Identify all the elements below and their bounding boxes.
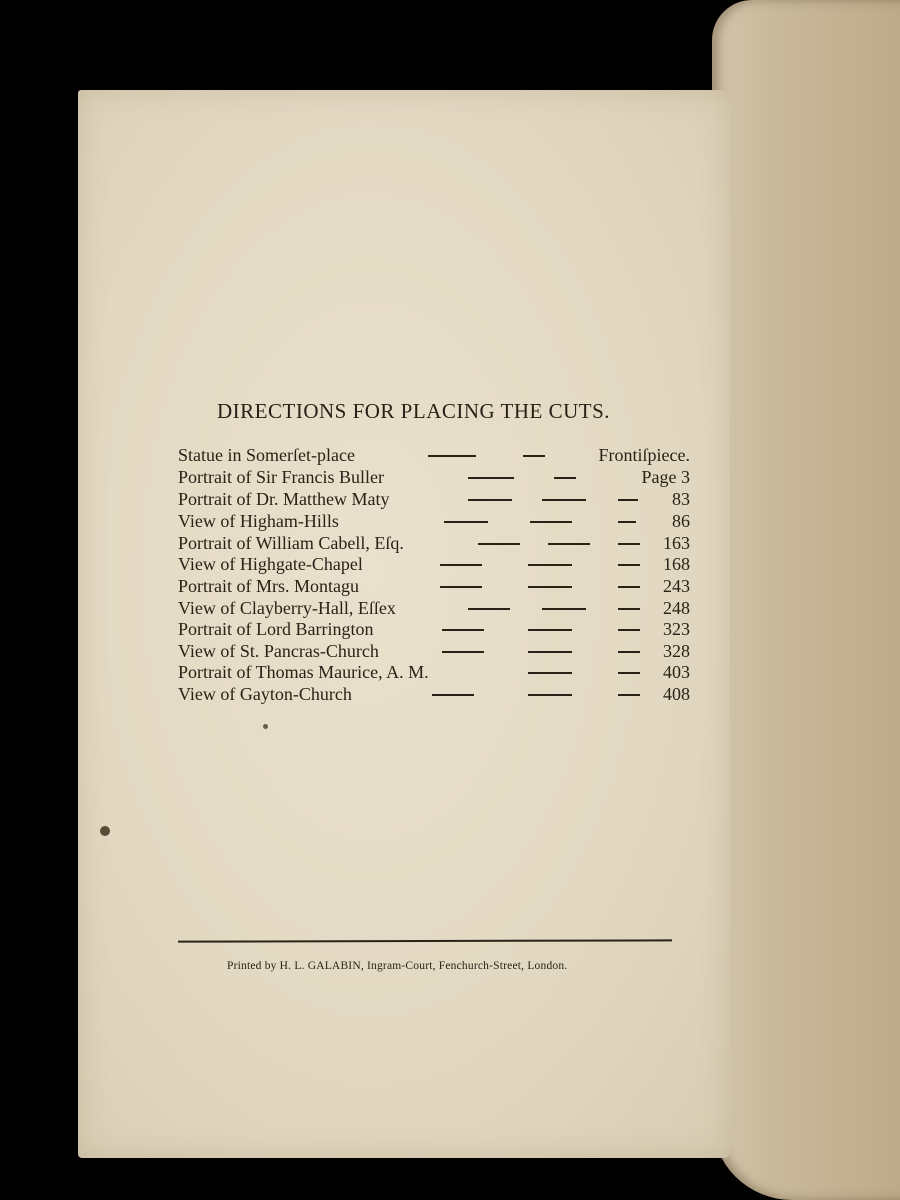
leader-dash: [530, 521, 572, 523]
leader-dash: [468, 477, 514, 479]
cut-entry: [178, 489, 690, 511]
next-page-edge: [712, 0, 900, 1200]
cut-page-number: 243: [663, 576, 690, 596]
cut-title: View of Clayberry-Hall, Eſſex: [178, 598, 396, 618]
cut-title: Portrait of Thomas Maurice, A. M.: [178, 662, 429, 682]
cut-page-number: 86: [672, 511, 690, 531]
cut-title: View of Gayton-Church: [178, 684, 352, 704]
cut-title: Portrait of Lord Barrington: [178, 619, 374, 639]
cut-entry: [178, 511, 690, 533]
leader-dash: [618, 586, 640, 588]
leader-dash: [440, 564, 482, 566]
cut-title: Portrait of Sir Francis Buller: [178, 467, 384, 487]
cut-page-number: 83: [672, 489, 690, 509]
leader-dash: [528, 629, 572, 631]
cut-entry: [178, 619, 690, 641]
cut-entry: [178, 684, 690, 706]
leader-dash: [440, 586, 482, 588]
leader-dash: [618, 608, 640, 610]
leader-dash: [444, 521, 488, 523]
cut-page-number: Frontiſpiece.: [598, 445, 690, 465]
leader-dash: [618, 564, 640, 566]
cut-entry: [178, 554, 690, 576]
cut-entry: [178, 533, 690, 555]
cut-entry: [178, 467, 690, 489]
leader-dash: [478, 543, 520, 545]
leader-dash: [468, 499, 512, 501]
leader-dash: [432, 694, 474, 696]
cut-title: Portrait of William Cabell, Eſq.: [178, 533, 404, 553]
leader-dash: [428, 455, 476, 457]
leader-dash: [542, 608, 586, 610]
leader-dash: [542, 499, 586, 501]
leader-dash: [468, 608, 510, 610]
leader-dash: [523, 455, 545, 457]
cut-page-number: 323: [663, 619, 690, 639]
leader-dash: [618, 629, 640, 631]
cut-entry: [178, 641, 690, 663]
cut-page-number: 248: [663, 598, 690, 618]
cut-page-number: 163: [663, 533, 690, 553]
printer-imprint: Printed by H. L. GALABIN, Ingram-Court, Fenchurch-Street, London.: [227, 960, 568, 972]
page-blemish: [263, 724, 268, 729]
leader-dash: [618, 694, 640, 696]
cut-entry: [178, 598, 690, 620]
cut-page-number: Page 3: [641, 467, 690, 487]
cut-entry: [178, 576, 690, 598]
cut-title: Portrait of Mrs. Montagu: [178, 576, 359, 596]
cut-title: View of Higham-Hills: [178, 511, 339, 531]
leader-dash: [528, 672, 572, 674]
leader-dash: [442, 629, 484, 631]
page-blemish: [100, 826, 110, 836]
cut-entry: [178, 445, 690, 467]
leader-dash: [618, 651, 640, 653]
leader-dash: [528, 586, 572, 588]
cut-page-number: 408: [663, 684, 690, 704]
cut-title: View of Highgate-Chapel: [178, 554, 363, 574]
cut-page-number: 403: [663, 662, 690, 682]
leader-dash: [554, 477, 576, 479]
leader-dash: [548, 543, 590, 545]
leader-dash: [528, 651, 572, 653]
leader-dash: [528, 564, 572, 566]
leader-dash: [618, 499, 638, 501]
cut-page-number: 168: [663, 554, 690, 574]
cut-entry: [178, 662, 690, 684]
page-heading: DIRECTIONS FOR PLACING THE CUTS.: [217, 399, 611, 423]
leader-dash: [618, 543, 640, 545]
leader-dash: [618, 521, 636, 523]
leader-dash: [528, 694, 572, 696]
leader-dash: [618, 672, 640, 674]
cut-title: Statue in Somerſet-place: [178, 445, 355, 465]
leader-dash: [442, 651, 484, 653]
cut-title: Portrait of Dr. Matthew Maty: [178, 489, 390, 509]
cut-title: View of St. Pancras-Church: [178, 641, 379, 661]
cut-page-number: 328: [663, 641, 690, 661]
